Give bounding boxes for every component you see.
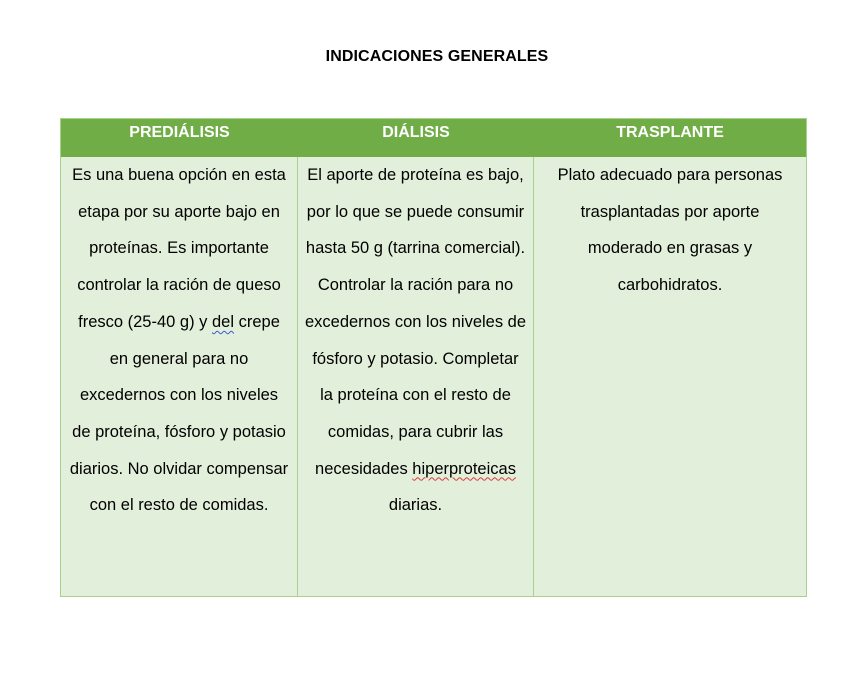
header-predialisis: PREDIÁLISIS xyxy=(129,124,230,141)
grammar-flagged-word[interactable]: del xyxy=(212,312,235,331)
table-header-row xyxy=(61,119,806,157)
cell-predialisis xyxy=(61,157,298,596)
predialisis-text-end: crepe en general para no excedernos con los niveles de proteína, fósforo y potasio diarios. No olvidar compensar con el resto de comidas. xyxy=(69,312,289,515)
cell-dialisis xyxy=(298,157,534,596)
header-trasplante: TRASPLANTE xyxy=(616,124,724,141)
spelling-flagged-word[interactable]: hiperproteicas xyxy=(412,459,516,478)
header-dialisis: DIÁLISIS xyxy=(382,124,450,141)
cell-trasplante xyxy=(534,157,806,596)
dialisis-text-end: diarias. xyxy=(388,496,443,515)
table-body-row xyxy=(61,157,806,596)
document-title: INDICACIONES GENERALES xyxy=(325,48,549,65)
predialisis-text-start: Es una buena opción en esta etapa por su aporte bajo en proteínas. Es importante controlar la ración de queso fresco (25-40 g) y xyxy=(72,166,286,331)
dialisis-text-start: El aporte de proteína es bajo, por lo que se puede consumir hasta 50 g (tarrina comercial). Controlar la ración para no excedernos con los niveles de fósforo y potasio. Completar la proteína con el resto de comidas, para cubrir las necesidades xyxy=(304,166,527,478)
indications-table xyxy=(60,118,807,597)
trasplante-text: Plato adecuado para personas trasplantadas por aporte moderado en grasas y carbohidratos. xyxy=(557,166,783,295)
